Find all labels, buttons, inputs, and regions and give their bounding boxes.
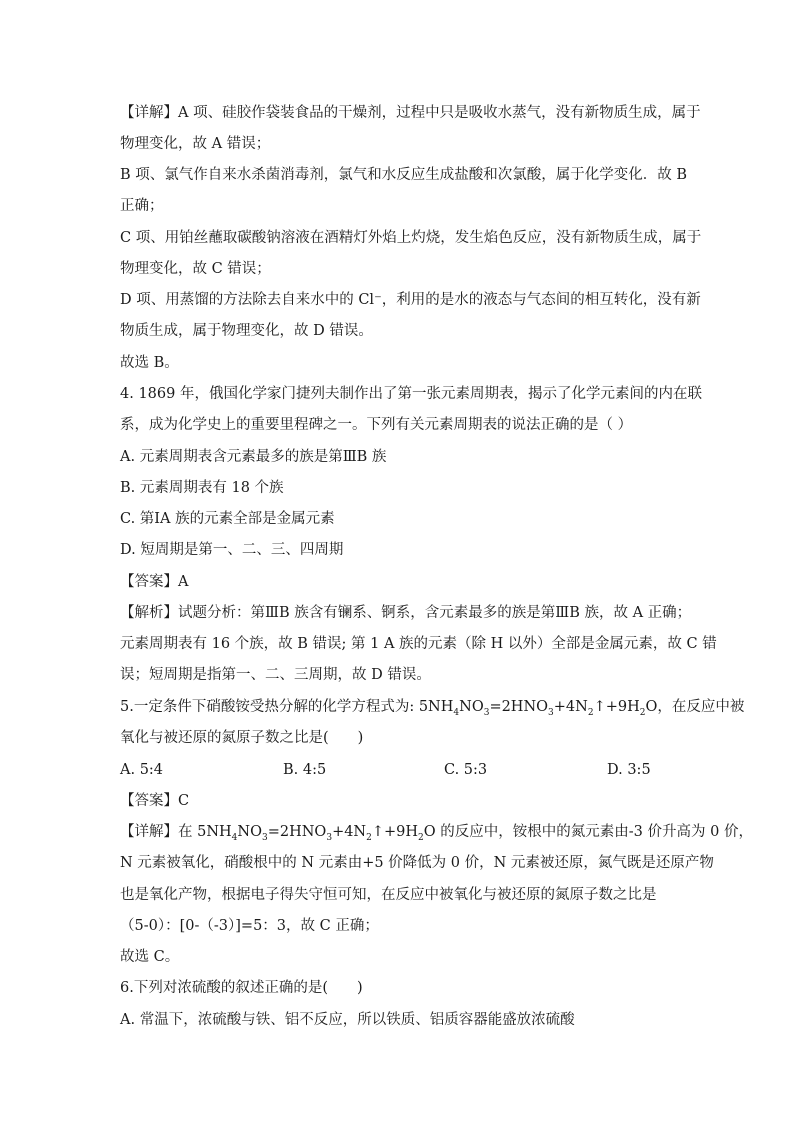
option-b: B. 元素周期表有 18 个族 [120, 480, 284, 496]
question-stem: 5.一定条件下硝酸铵受热分解的化学方程式为: $5NH_4NO_3=2HNO_3+4N_2↑+9H_2O$，在反应中被 [120, 699, 745, 718]
question-stem: 系，成为化学史上的重要里程碑之一。下列有关元素周期表的说法正确的是（ ） [120, 417, 633, 433]
answer-label: 【答案】A [120, 574, 189, 590]
option-a: A. 5:4 [120, 762, 164, 778]
analysis-line: 元素周期表有 16 个族，故 B 错误; 第 1 A 族的元素（除 H 以外）全部是金属元素，故 C 错 [120, 636, 717, 652]
detail-line: （5-0）：[0-（-3）]=5：3，故 C 正确； [120, 918, 379, 934]
question-stem: 氧化与被还原的氮原子数之比是( ) [120, 730, 364, 746]
stem-text: ，在反应中被 [657, 699, 745, 715]
option-c: C. 第ⅠA 族的元素全部是金属元素 [120, 511, 335, 527]
detail-line: 故选 C。 [120, 949, 180, 965]
question-stem: 4. 1869 年，俄国化学家门捷列夫制作出了第一张元素周期表，揭示了化学元素间的内在联 [120, 386, 702, 402]
detail-text: 【详解】在 5NH [120, 824, 232, 840]
stem-text: 5.一定条件下硝酸铵受热分解的化学方程式为: 5NH [120, 699, 454, 715]
option-a: A. 元素周期表含元素最多的族是第ⅢB 族 [120, 449, 387, 465]
detail-line: 正确； [120, 198, 164, 214]
question-stem: 6.下列对浓硫酸的叙述正确的是( ) [120, 980, 363, 996]
detail-line: 【详解】在 $5NH_4NO_3=2HNO_3+4N_2↑+9H_2O$ 的反应中，铵根中的氮元素由-3 价升高为 0 价， [120, 824, 753, 843]
detail-line: 故选 B。 [120, 355, 179, 371]
detail-line: B 项、氯气作自来水杀菌消毒剂，氯气和水反应生成盐酸和次氯酸，属于化学变化．故 B [120, 167, 688, 183]
detail-line: D 项、用蒸馏的方法除去自来水中的 Cl⁻，利用的是水的液态与气态间的相互转化，没有新 [120, 292, 701, 308]
detail-line: 物理变化，故 C 错误； [120, 261, 271, 277]
option-b: B. 4:5 [283, 762, 327, 778]
answer-label: 【答案】C [120, 793, 190, 809]
option-d: D. 3:5 [607, 762, 651, 778]
option-c: C. 5:3 [444, 762, 488, 778]
option-a: A. 常温下，浓硫酸与铁、铝不反应，所以铁质、铝质容器能盛放浓硫酸 [120, 1012, 575, 1028]
detail-line: N 元素被氧化，硝酸根中的 N 元素由+5 价降低为 0 价，N 元素被还原，氮气既是还原产物 [120, 855, 714, 871]
detail-line: 物质生成，属于物理变化，故 D 错误。 [120, 323, 373, 339]
detail-line: 物理变化，故 A 错误； [120, 136, 271, 152]
analysis-line: 误；短周期是指第一、二、三周期，故 D 错误。 [120, 667, 431, 683]
detail-line: 【详解】A 项、硅胶作袋装食品的干燥剂，过程中只是吸收水蒸气，没有新物质生成，属于 [120, 105, 701, 121]
option-d: D. 短周期是第一、二、三、四周期 [120, 542, 344, 558]
detail-text: 的反应中，铵根中的氮元素由-3 价升高为 0 价， [435, 824, 753, 840]
detail-line: 也是氧化产物，根据电子得失守恒可知，在反应中被氧化与被还原的氮原子数之比是 [120, 887, 657, 903]
analysis-line: 【解析】试题分析：第ⅢB 族含有镧系、锕系，含元素最多的族是第ⅢB 族，故 A 正确； [120, 605, 692, 621]
detail-line: C 项、用铂丝蘸取碳酸钠溶液在酒精灯外焰上灼烧，发生焰色反应，没有新物质生成，属于 [120, 230, 702, 246]
